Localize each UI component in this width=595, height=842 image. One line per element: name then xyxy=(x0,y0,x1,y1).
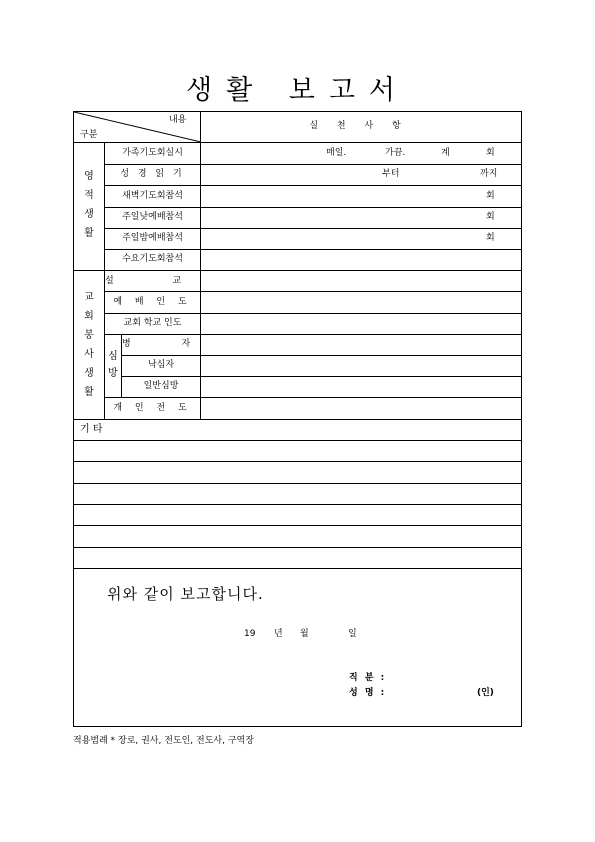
etc-label: 기 타 xyxy=(80,424,103,435)
row-label-bible-reading: 성 경 읽 기 xyxy=(120,169,185,179)
visit-label: 심 방 xyxy=(108,351,118,379)
report-statement: 위와 같이 보고합니다. xyxy=(107,585,264,603)
section-church-service-label: 교 회 봉 사 생 활 xyxy=(84,292,94,398)
row-label-sunday-day-worship: 주일낮예배참석 xyxy=(122,212,183,222)
row-label-worship-lead: 예 배 인 도 xyxy=(113,297,192,307)
page-title: 생활 보고서 xyxy=(186,75,409,106)
header-practice-label: 실 천 사 항 xyxy=(309,121,409,131)
row-label-family-prayer: 가족기도회실시 xyxy=(122,148,183,158)
row-label-dawn-prayer: 새벽기도회참석 xyxy=(122,191,183,201)
seal-mark: (인) xyxy=(477,688,494,698)
header-content-label: 내용 xyxy=(169,115,187,125)
position-label: 직 분 : xyxy=(349,673,387,683)
row-label-sick: 병 자 xyxy=(122,339,215,349)
report-form-table: 내용 구분 실 천 사 항 영 적 생 활 가족기도회실시 매일. 가끔. 계 회 성 경 읽 기 부터 까지 새벽기도회참석 회 주일낮예배참석 회 주일밤예배참석 회 수요기도회참석 교 회 봉 사 생 활 설 교 예 배 인 도 교회 학교 인도 심 방 병 자 낙심자 일반심방 개 인 전 도 기 타 위와 같이 보고합니다. 19 년 월 일 직 분 : 성 명 : (인) xyxy=(73,111,522,727)
header-category-label: 구분 xyxy=(80,130,98,140)
row-label-personal-evangelism: 개 인 전 도 xyxy=(113,403,192,413)
row-label-sermon: 설 교 xyxy=(105,276,210,286)
row-label-discouraged: 낙심자 xyxy=(147,360,175,370)
footnote: 적용범례 * 장로, 권사, 전도인, 전도사, 구역장 xyxy=(73,736,254,746)
date-year: 19 xyxy=(244,629,256,639)
section-spiritual-life-label: 영 적 생 활 xyxy=(84,171,94,239)
row-label-general-visit: 일반심방 xyxy=(143,381,179,391)
row-label-church-school: 교회 학교 인도 xyxy=(123,318,182,328)
row-label-sunday-night-worship: 주일밤예배참석 xyxy=(122,233,183,243)
row-label-wednesday-prayer: 수요기도회참석 xyxy=(122,254,183,264)
date-year-unit: 년 xyxy=(274,629,283,639)
date-month-unit: 월 xyxy=(300,629,309,639)
name-label: 성 명 : xyxy=(349,688,387,698)
date-day-unit: 일 xyxy=(348,629,357,639)
